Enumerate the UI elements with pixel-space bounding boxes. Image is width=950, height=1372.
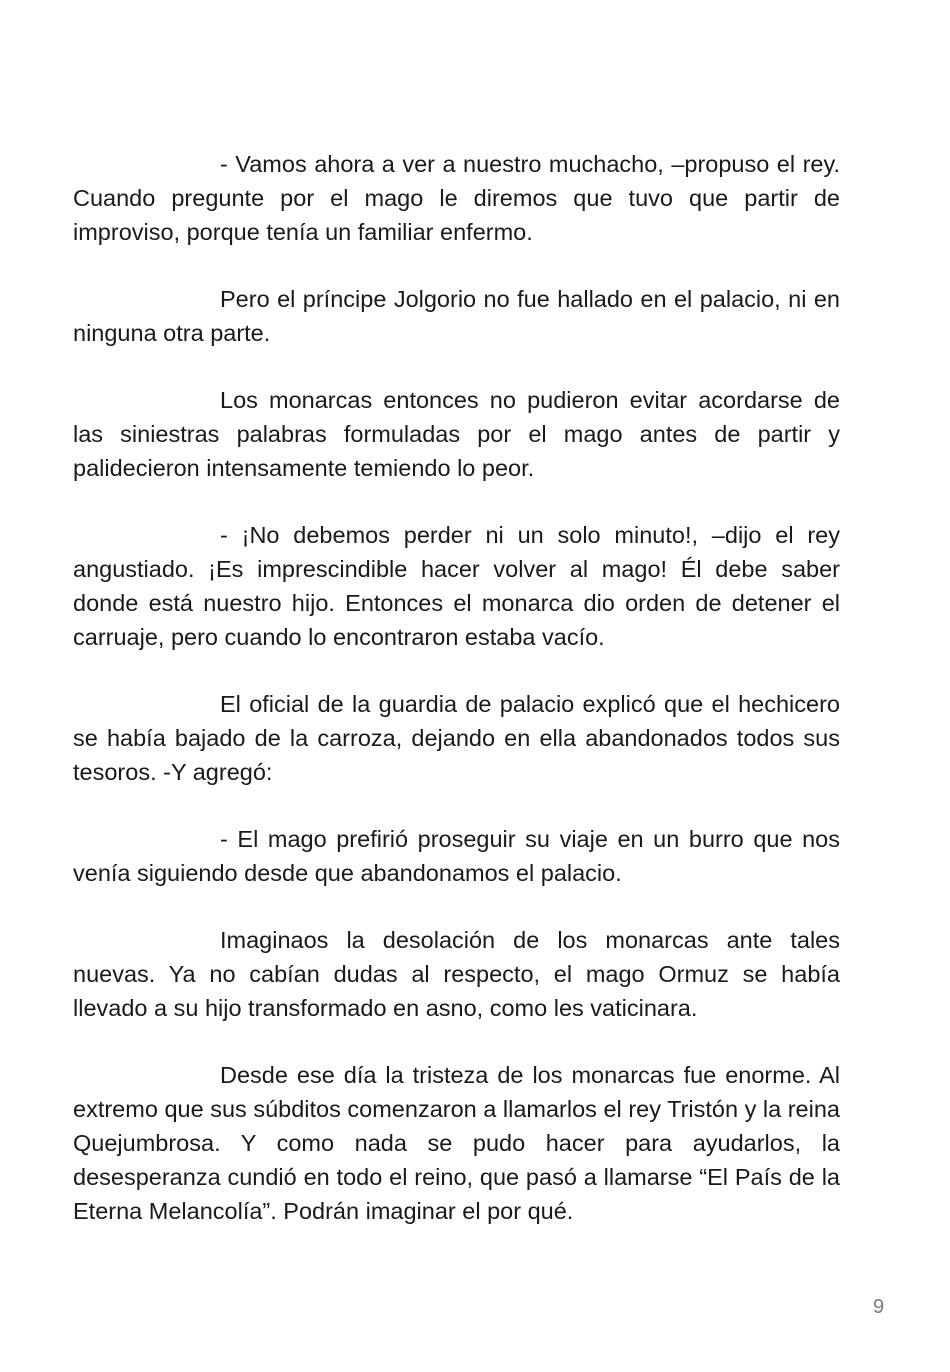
page-body bbox=[73, 147, 840, 1228]
page-number: 9 bbox=[873, 1296, 885, 1318]
paragraph: Pero el príncipe Jolgorio no fue hallado en el palacio, ni en ninguna otra parte. bbox=[73, 286, 840, 346]
paragraph: El oficial de la guardia de palacio explicó que el hechicero se había bajado de la carroza, dejando en ella abandonados todos sus tesoros. -Y agregó: bbox=[73, 691, 840, 785]
paragraph: - Vamos ahora a ver a nuestro muchacho, –propuso el rey. Cuando pregunte por el mago le diremos que tuvo que partir de improviso, porque tenía un familiar enfermo. bbox=[73, 151, 840, 245]
paragraph: - ¡No debemos perder ni un solo minuto!, –dijo el rey angustiado. ¡Es imprescindible hacer volver al mago! Él debe saber donde está nuestro hijo. Entonces el monarca dio orden de detener el carruaje, pero cuando lo encontraron estaba vacío. bbox=[73, 522, 840, 650]
paragraph: Los monarcas entonces no pudieron evitar acordarse de las siniestras palabras formuladas por el mago antes de partir y palidecieron intensamente temiendo lo peor. bbox=[73, 387, 840, 481]
paragraph: Imaginaos la desolación de los monarcas ante tales nuevas. Ya no cabían dudas al respecto, el mago Ormuz se había llevado a su hijo transformado en asno, como les vaticinara. bbox=[73, 927, 840, 1021]
paragraph: - El mago prefirió proseguir su viaje en un burro que nos venía siguiendo desde que abandonamos el palacio. bbox=[73, 826, 840, 886]
paragraph: Desde ese día la tristeza de los monarcas fue enorme. Al extremo que sus súbditos comenzaron a llamarlos el rey Tristón y la reina Quejumbrosa. Y como nada se pudo hacer para ayudarlos, la desesperanza cundió en todo el reino, que pasó a llamarse “El País de la Eterna Melancolía”. Podrán imaginar el por qué. bbox=[73, 1062, 840, 1224]
